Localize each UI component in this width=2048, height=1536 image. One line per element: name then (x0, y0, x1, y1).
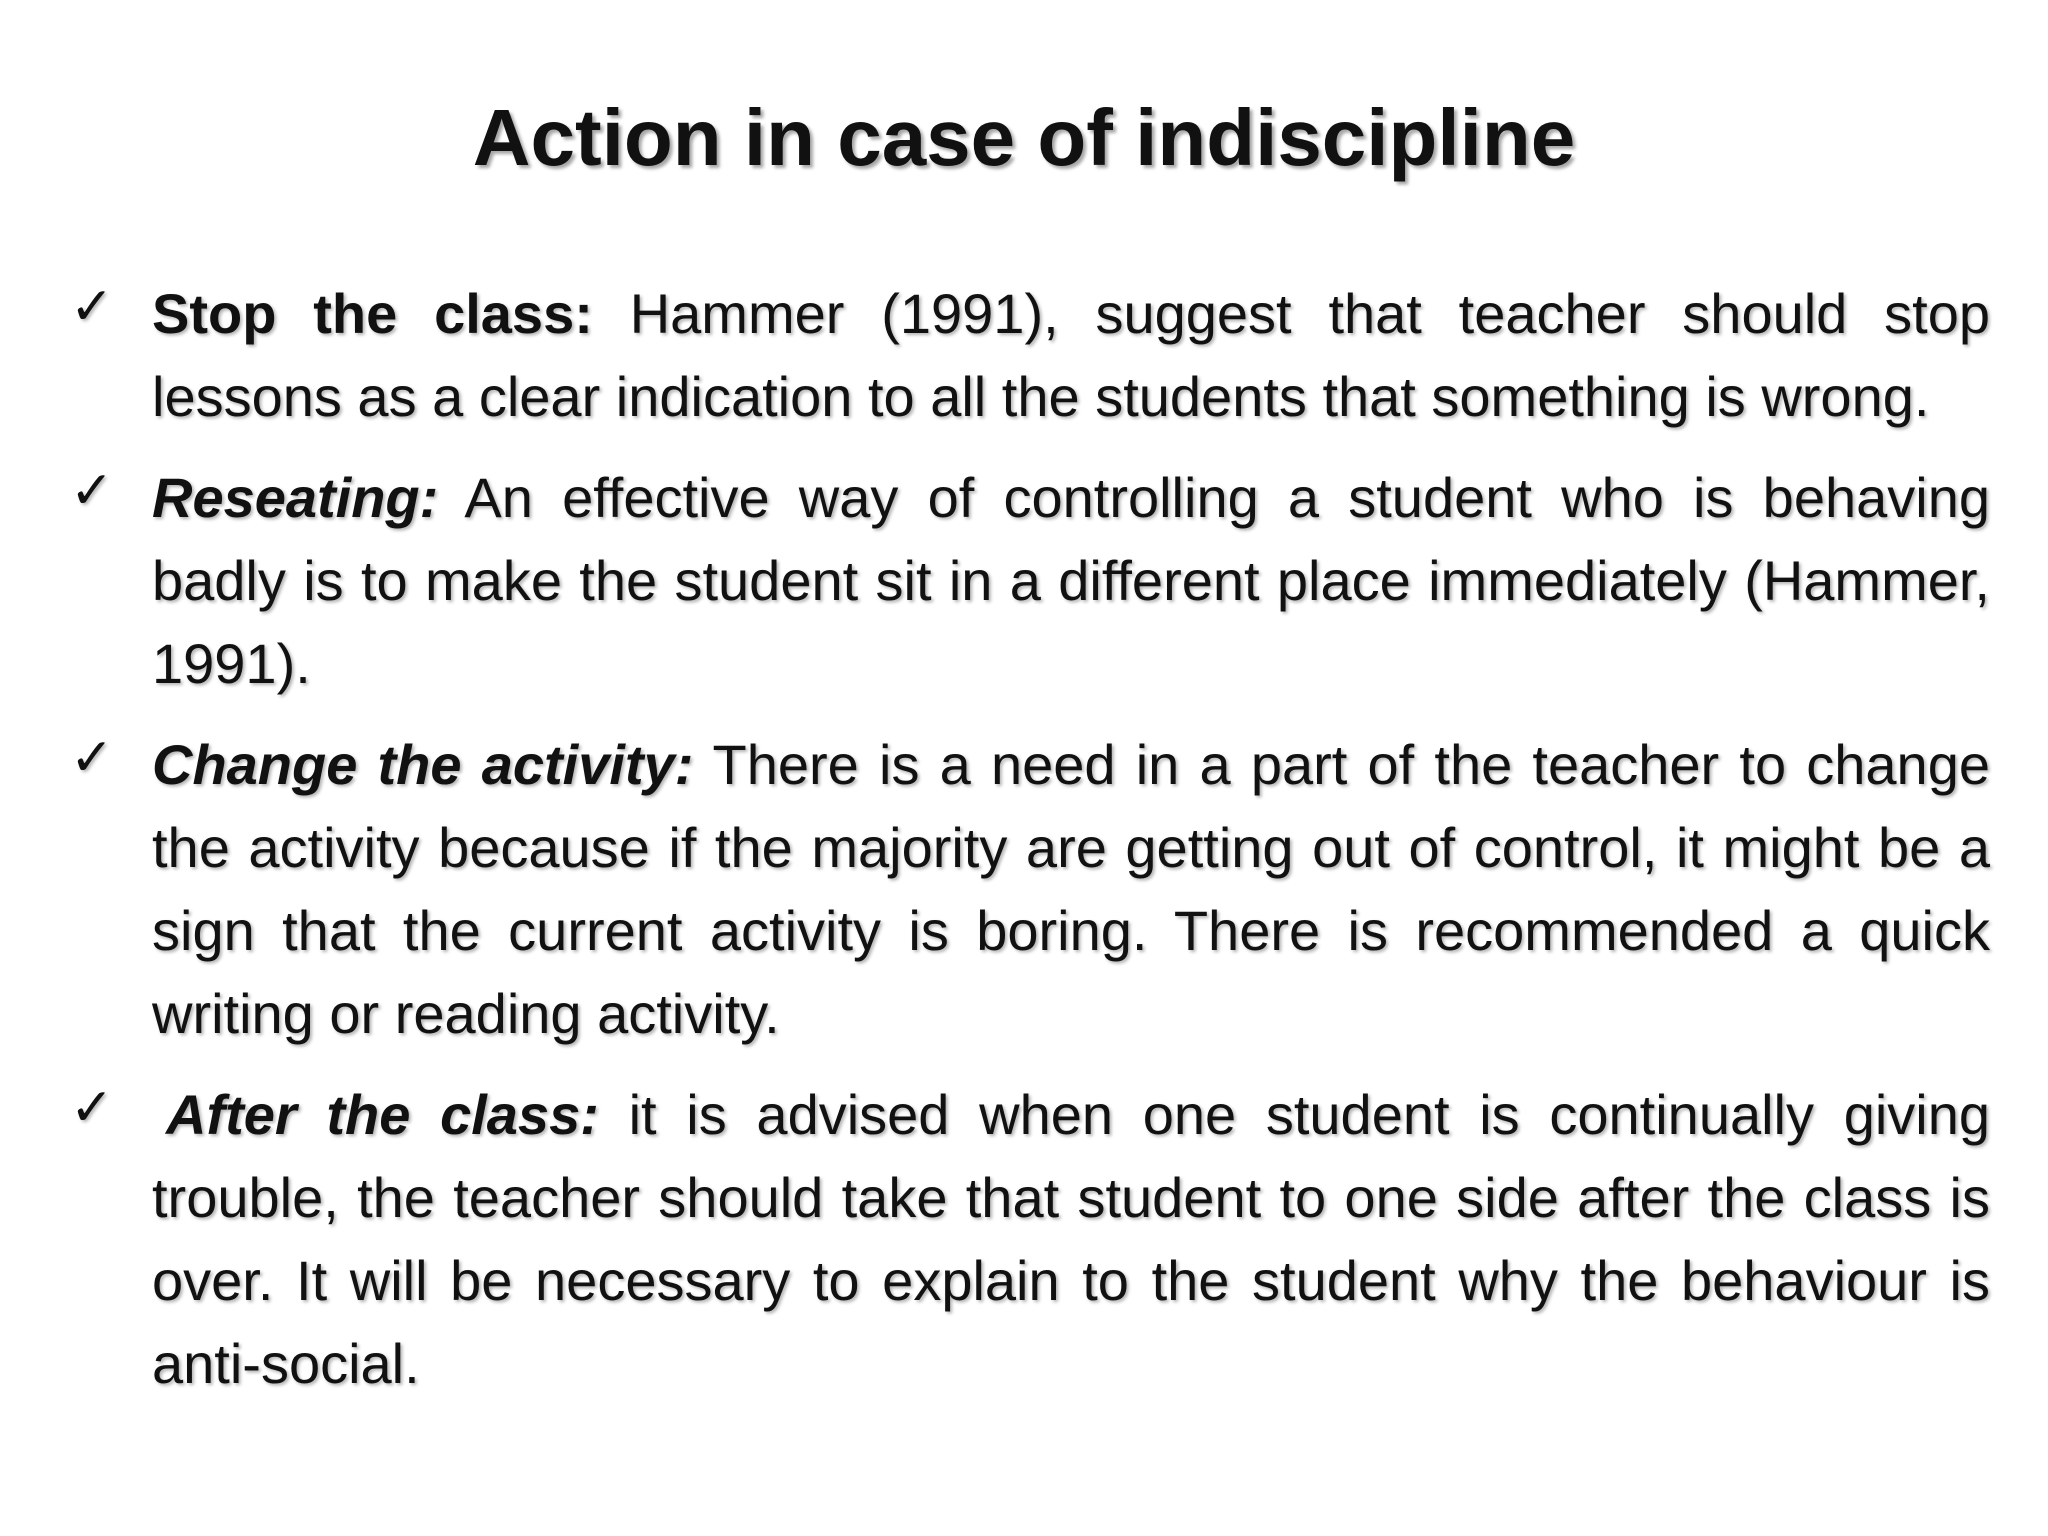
slide-title: Action in case of indiscipline (472, 93, 1576, 182)
bullet-text: There is a need in a part of the teacher to change the activity because if the majority are getting out of control, it might be a sign that the current activity is boring. There is recommended a quick writing or reading activity. (152, 733, 1990, 1045)
bullet-text: Hammer (1991), suggest that teacher should stop lessons as a clear indication to all the students that something is wrong. (152, 282, 1990, 428)
bullet-item (70, 272, 1990, 438)
check-mark-icon: ✓ (70, 461, 114, 521)
bullet-text: An effective way of controlling a student who is behaving badly is to make the student sit in a different place immediately (Hammer, 1991). (152, 466, 1990, 695)
bullet-item (70, 456, 1990, 705)
check-mark-icon: ✓ (70, 1078, 114, 1138)
bullet-lead: Reseating: (152, 466, 439, 529)
bullet-item (70, 1073, 1990, 1405)
bullet-list (70, 272, 1990, 1423)
bullet-lead: After the class: (166, 1083, 599, 1146)
bullet-item (70, 723, 1990, 1055)
check-mark-icon: ✓ (70, 277, 114, 337)
bullet-lead: Stop the class: (152, 282, 593, 345)
check-mark-icon: ✓ (70, 728, 114, 788)
bullet-text: it is advised when one student is continually giving trouble, the teacher should take that student to one side after the class is over. It will be necessary to explain to the student why the behaviour is anti-social. (152, 1083, 1991, 1395)
bullet-lead: Change the activity: (152, 733, 694, 796)
